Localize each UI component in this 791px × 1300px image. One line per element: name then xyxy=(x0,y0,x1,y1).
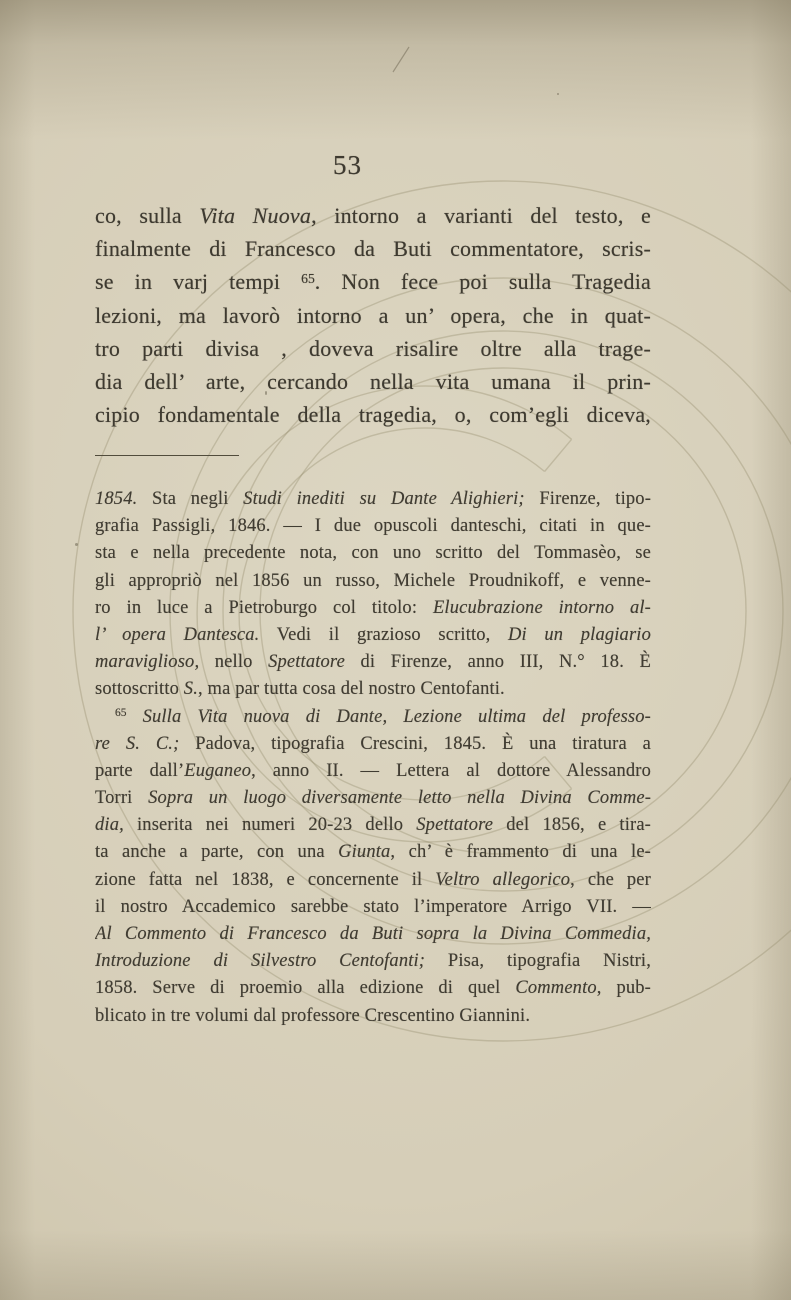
text-line: il nostro Accademico sarebbe stato l’imperatore Arrigo VII. — xyxy=(95,896,651,917)
footnote-separator xyxy=(95,455,239,456)
text-line: ro in luce a Pietroburgo col titolo: Elucubrazione intorno al- xyxy=(95,597,651,618)
text-line: $^{65}$ Sulla Vita nuova di Dante, Lezione ultima del professo- xyxy=(115,706,651,727)
text-line: dia, inserita nei numeri 20-23 dello Spettatore del 1856, e tira- xyxy=(95,815,651,836)
main-text-paragraph xyxy=(95,199,651,431)
text-line: lezioni, ma lavorò intorno a un’ opera, che in quat- xyxy=(95,302,651,328)
text-line: finalmente di Francesco da Buti commentatore, scris- xyxy=(95,236,651,262)
text-line: l’ opera Dantesca. Vedi il grazioso scritto, Di un plagiario xyxy=(95,624,651,645)
text-line: Al Commento di Francesco da Buti sopra la Divina Commedia, xyxy=(95,924,651,944)
text-line: grafia Passigli, 1846. — I due opuscoli danteschi, citati in que- xyxy=(95,516,651,537)
page-number: 53 xyxy=(333,150,362,180)
text-line: Torri Sopra un luogo diversamente letto nella Divina Comme- xyxy=(95,788,651,809)
footnote-marker: 65 xyxy=(301,271,315,287)
text-line: zione fatta nel 1838, e concernente il Veltro allegorico, che per xyxy=(95,869,651,890)
text-line: cipio fondamentale della tragedia, o, com’egli diceva, xyxy=(95,402,651,428)
text-line: se in varj tempi $^{65}$. Non fece poi sulla Tragedia xyxy=(95,269,651,295)
text-line: 1858. Serve di proemio alla edizione di quel Commento, pub- xyxy=(95,978,651,999)
text-line: co, sulla Vita Nuova, intorno a varianti del testo, e xyxy=(95,203,651,228)
text-line: ta anche a parte, con una Giunta, ch’ è frammento di una le- xyxy=(95,842,651,863)
text-line: gli appropriò nel 1856 un russo, Michele Proudnikoff, e venne- xyxy=(95,570,651,591)
paper-speck xyxy=(557,93,559,95)
text-line: maraviglioso, nello Spettatore di Firenze, anno III, N.° 18. È xyxy=(95,652,651,673)
text-line: tro parti divisa , doveva risalire oltre alla trage- xyxy=(95,335,651,361)
text-line: parte dall’Euganeo, anno II. — Lettera al dottore Alessandro xyxy=(95,760,651,781)
text-line: re S. C.; Padova, tipografia Crescini, 1845. È una tiratura a xyxy=(95,733,651,754)
text-line: dia dell’ arte, cercando nella vita umana il prin- xyxy=(95,368,651,394)
paper-speck xyxy=(75,543,78,546)
footnote-marker: 65 xyxy=(115,707,127,720)
text-line: Introduzione di Silvestro Centofanti; Pisa, tipografia Nistri, xyxy=(95,951,651,972)
footnotes-block xyxy=(95,486,651,1030)
text-line: 1854. Sta negli Studi inediti su Dante Alighieri; Firenze, tipo- xyxy=(95,489,651,509)
text-line: sta e nella precedente nota, con uno scritto del Tommasèo, se xyxy=(95,543,651,564)
text-line: blicato in tre volumi dal professore Crescentino Giannini. xyxy=(95,1005,531,1026)
scratch-mark xyxy=(393,47,409,72)
text-line: sottoscritto S., ma par tutta cosa del nostro Centofanti. xyxy=(95,679,505,700)
